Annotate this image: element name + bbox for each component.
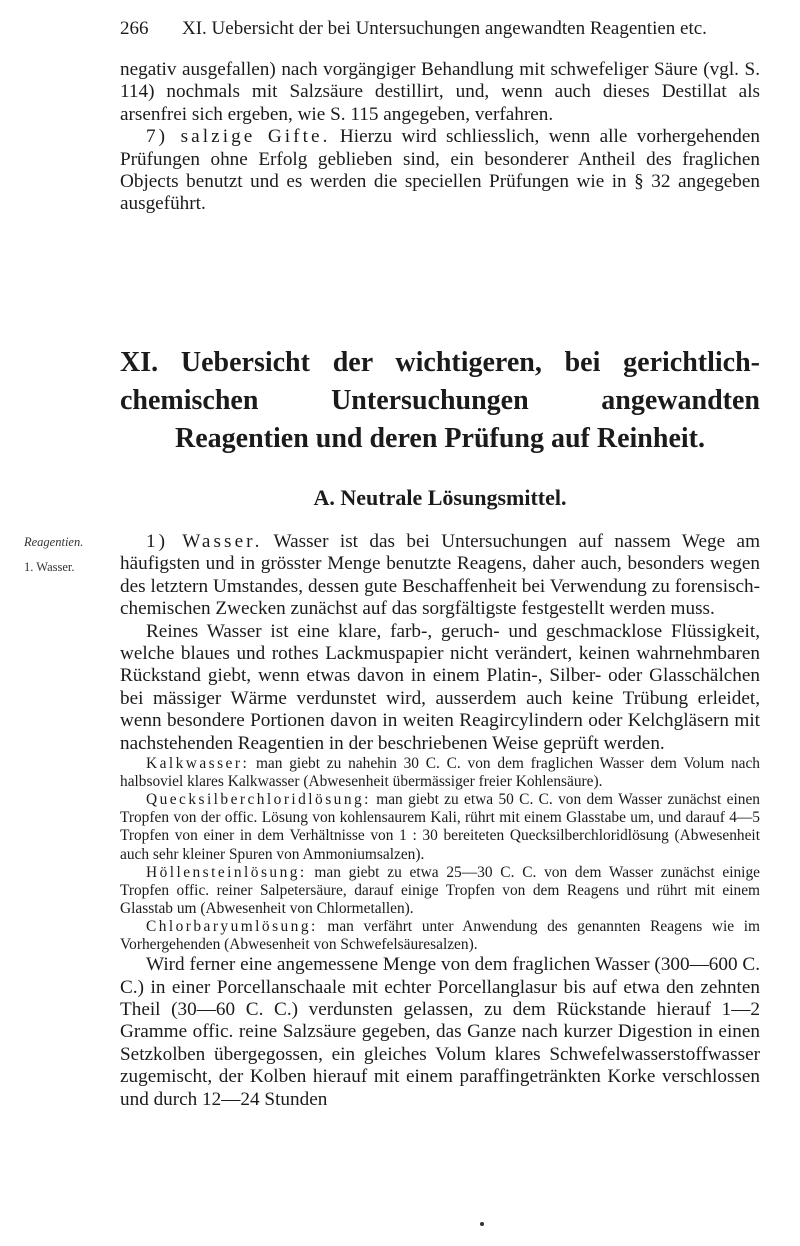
test-label: Kalkwasser: (146, 755, 250, 773)
main-text-block (120, 531, 760, 1111)
top-text-block (120, 59, 760, 216)
paragraph-salzige-gifte (120, 126, 760, 216)
test-text: man giebt zu etwa 50 C. C. von dem Wasser zunächst einen Tropfen von der offic. Lösung von kohlensaurem Kali, rührt mit einem Glasstabe um, und darauf 4—5 Tropfen von einer in dem Verhältnisse von 1 : 30 bereiteten Quecksilberchloridlösung (Abwesenheit auch sehr kleiner Spuren von Ammoniumsalzen). (120, 791, 760, 863)
paragraph-verdunsten: Wird ferner eine angemessene Menge von dem fraglichen Wasser (300—600 C. C.) in einer Porcellanschaale mit echter Porcellanglasur bis auf etwa den zehnten Theil (30—60 C. C.) verdunsten gelassen, zu dem Rückstande hierauf 1—2 Gramme offic. reine Salzsäure gegeben, das Ganze nach kurzer Digestion in einen Setzkolben übergegossen, ein gleiches Volum klares Schwefelwasserstoffwasser zugemischt, der Kolben hierauf mit einem paraffingetränkten Korke verschlossen und durch 12—24 Stunden (120, 954, 760, 1110)
paragraph-reines-wasser: Reines Wasser ist eine klare, farb-, geruch- und geschmacklose Flüssigkeit, welche blaues und rothes Lackmuspapier nicht verändert, keinen wahrnehmbaren Rückstand giebt, wenn etwas davon in einem Platin-, Silber- oder Glasschälchen bei mässiger Wärme verdunstet wird, ausserdem auch keine Trübung erleidet, wenn besondere Portionen davon in weiten Reagircylindern oder Kelchgläsern mit nachstehenden Reagentien in der beschriebenen Weise geprüft werden. (120, 620, 760, 754)
subsection-title: A. Neutrale Lösungsmittel. (313, 485, 567, 510)
test-hoellensteinloesung (120, 864, 760, 918)
test-quecksilberchloridloesung (120, 791, 760, 863)
section-title: XI. Uebersicht der wichtigeren, bei gerichtlich-chemischen Untersuchungen angewandten Reagentien und deren Prüfung auf Reinheit. (120, 347, 760, 454)
test-text: man verfährt unter Anwendung des genannten Reagens wie im Vorhergehenden (Abwesenheit von Schwefelsäuresalzen). (120, 917, 760, 953)
test-label: Quecksilberchloridlösung: (146, 791, 371, 809)
paragraph-text: Wasser ist das bei Untersuchungen auf nassem Wege am häufigsten und in grösster Menge benutzte Reagens, daher auch, besonders wegen des letztern Umstandes, dessen gute Beschaffenheit bei Verwendung zu forensisch-chemischen Zwecken zunächst auf das sorgfältigste festgestellt werden muss. (120, 531, 760, 620)
paragraph-wasser (120, 531, 760, 621)
page-number: 266 (120, 18, 149, 39)
margin-note-wasser: 1. Wasser. (24, 560, 75, 574)
test-kalkwasser (120, 755, 760, 791)
paragraph-text: Hierzu wird schliesslich, wenn alle vorhergehenden Prüfungen ohne Erfolg geblieben sind, ein besonderer Antheil des fraglichen Objects benutzt und es werden die speciellen Prüfungen wie in § 32 angegeben ausgeführt. (120, 126, 761, 215)
test-label: Chlorbaryumlösung: (146, 917, 318, 935)
paragraph-intro: negativ ausgefallen) nach vorgängiger Behandlung mit schwefeliger Säure (vgl. S. 114) nochmals mit Salzsäure destillirt, und, wenn auch dieses Destillat als arsenfrei sich ergeben, wie S. 115 angegeben, verfahren. (120, 59, 760, 125)
paragraph-label: 1) Wasser. (146, 531, 263, 552)
margin-note-reagentien: Reagentien. (24, 535, 84, 549)
test-text: man giebt zu nahehin 30 C. C. von dem fraglichen Wasser dem Volum nach halbsoviel klares Kalkwasser (Abwesenheit übermässiger freier Kohlensäure). (120, 755, 760, 791)
ink-dot (480, 1222, 484, 1226)
running-head (120, 18, 760, 40)
test-label: Höllensteinlösung: (146, 863, 307, 881)
running-title: XI. Uebersicht der bei Untersuchungen angewandten Reagentien etc. (182, 18, 707, 39)
test-chlorbaryumloesung (120, 918, 760, 954)
test-text: man giebt zu etwa 25—30 C. C. von dem Wasser zunächst einige Tropfen offic. reiner Salpetersäure, darauf einige Tropfen von dem Reagens und rührt mit einem Glasstab um (Abwesenheit von Chlormetallen). (120, 863, 760, 917)
paragraph-label: 7) salzige Gifte. (146, 126, 331, 148)
